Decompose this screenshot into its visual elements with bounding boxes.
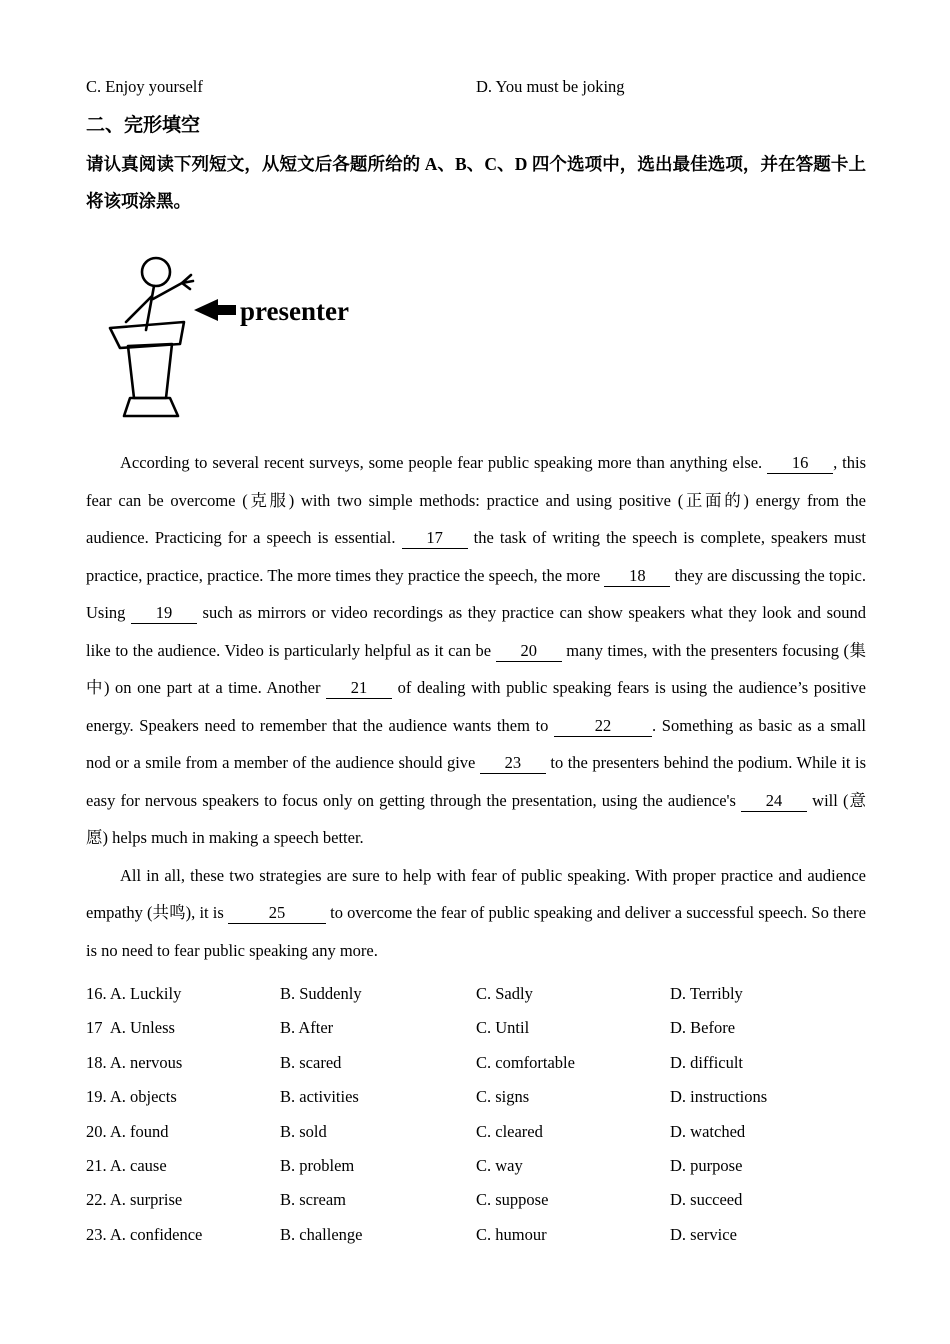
figure-label: presenter (240, 296, 349, 326)
option-cell: D. Before (670, 1018, 736, 1038)
option-cell: B. sold (280, 1121, 327, 1141)
question-row (86, 1183, 866, 1217)
question-number-and-option-a: 17 A. Unless (86, 1018, 175, 1038)
question-row (86, 1115, 866, 1149)
section-heading: 二、完形填空 (86, 115, 201, 136)
podium-base (124, 398, 178, 416)
question-list (86, 977, 866, 1252)
presenter-head (142, 258, 170, 286)
option-cell: D. succeed (670, 1190, 743, 1210)
option-cell: B. scream (280, 1190, 346, 1210)
option-cell: C. cleared (476, 1121, 543, 1141)
blank-20: 20 (496, 641, 562, 662)
option-cell: C. comfortable (476, 1052, 575, 1072)
podium-body (128, 344, 172, 398)
option-cell: C. way (476, 1156, 523, 1176)
option-cell: B. challenge (280, 1224, 363, 1244)
question-number-and-option-a: 16. A. Luckily (86, 984, 182, 1003)
question-row (86, 1080, 866, 1114)
question-number-and-option-a: 18. A. nervous (86, 1052, 183, 1072)
prev-option-c: C. Enjoy yourself (86, 77, 203, 96)
presenter-drawing (94, 252, 474, 430)
option-cell: B. Suddenly (280, 984, 362, 1003)
blank-18: 18 (604, 566, 670, 587)
blank-16: 16 (767, 453, 833, 474)
option-cell: D. service (670, 1224, 737, 1244)
question-row (86, 1046, 866, 1080)
blank-23: 23 (480, 753, 546, 774)
option-cell: D. purpose (670, 1156, 743, 1176)
question-row (86, 1218, 866, 1252)
option-cell: C. signs (476, 1087, 530, 1107)
blank-24: 24 (741, 791, 807, 812)
prev-option-d: D. You must be joking (476, 77, 625, 96)
option-cell: D. watched (670, 1121, 746, 1141)
arrow-icon (194, 299, 218, 321)
option-cell: D. instructions (670, 1087, 768, 1107)
previous-question-options (86, 76, 866, 98)
passage-paragraph-1: According to several recent surveys, some people fear public speaking more than anything else. 16 , this fear can be overcome (克服) with two simple methods: practice and using positive (正面的) energy from the audience. Practicing for a speech is essential. 17 the task of writing the speech is complete, speakers must practice, practice, practice. The more times they practice the speech, the more 18 they are discussing the topic. Using 19 such as mirrors or video recordings as they practice can show speakers what they look and sound like to the audience. Video is particularly helpful as it can be 20 many times, with the presenters focusing (集中) on one part at a time. Another 21 of dealing with public speaking fears is using the audience’s positive energy. Speakers need to remember that the audience wants them to 22 . Something as basic as a small nod or a smile from a member of the audience should give 23 to the presenters behind the podium. While it is easy for nervous speakers to focus only on getting through the presentation, using the audience's 24 will (意愿) helps much in making a speech better. (86, 453, 867, 847)
option-cell: B. problem (280, 1156, 355, 1176)
section-instructions: 请认真阅读下列短文，从短文后各题所给的 A、B、C、D 四个选项中，选出最佳选项，并在答题卡上将该项涂黑。 (86, 154, 866, 211)
blank-19: 19 (131, 603, 197, 624)
blank-17: 17 (402, 528, 468, 549)
option-cell: C. suppose (476, 1190, 549, 1210)
question-number-and-option-a: 23. A. confidence (86, 1224, 203, 1244)
option-cell: D. difficult (670, 1052, 744, 1072)
question-row (86, 977, 866, 1011)
option-cell: C. Sadly (476, 984, 533, 1003)
question-row (86, 1011, 866, 1045)
presenter-hand (182, 275, 193, 289)
question-number-and-option-a: 20. A. found (86, 1121, 169, 1141)
passage (86, 444, 866, 969)
arrow-shaft (216, 305, 236, 315)
option-cell: B. After (280, 1018, 334, 1038)
blank-25: 25 (228, 903, 326, 924)
option-cell: C. Until (476, 1018, 530, 1038)
presenter-figure (94, 252, 866, 432)
question-number-and-option-a: 22. A. surprise (86, 1190, 183, 1210)
blank-22: 22 (554, 716, 652, 737)
blank-21: 21 (326, 678, 392, 699)
option-cell: C. humour (476, 1224, 547, 1244)
option-cell: B. activities (280, 1087, 359, 1107)
passage-paragraph-2: All in all, these two strategies are sure to help with fear of public speaking. With proper practice and audience empathy (共鸣), it is 25 to overcome the fear of public speaking and deliver a successful speech. So there is no need to fear public speaking any more. (86, 865, 866, 960)
option-cell: D. Terribly (670, 984, 743, 1003)
question-row (86, 1149, 866, 1183)
question-number-and-option-a: 19. A. objects (86, 1087, 177, 1107)
question-number-and-option-a: 21. A. cause (86, 1156, 167, 1176)
option-cell: B. scared (280, 1052, 342, 1072)
